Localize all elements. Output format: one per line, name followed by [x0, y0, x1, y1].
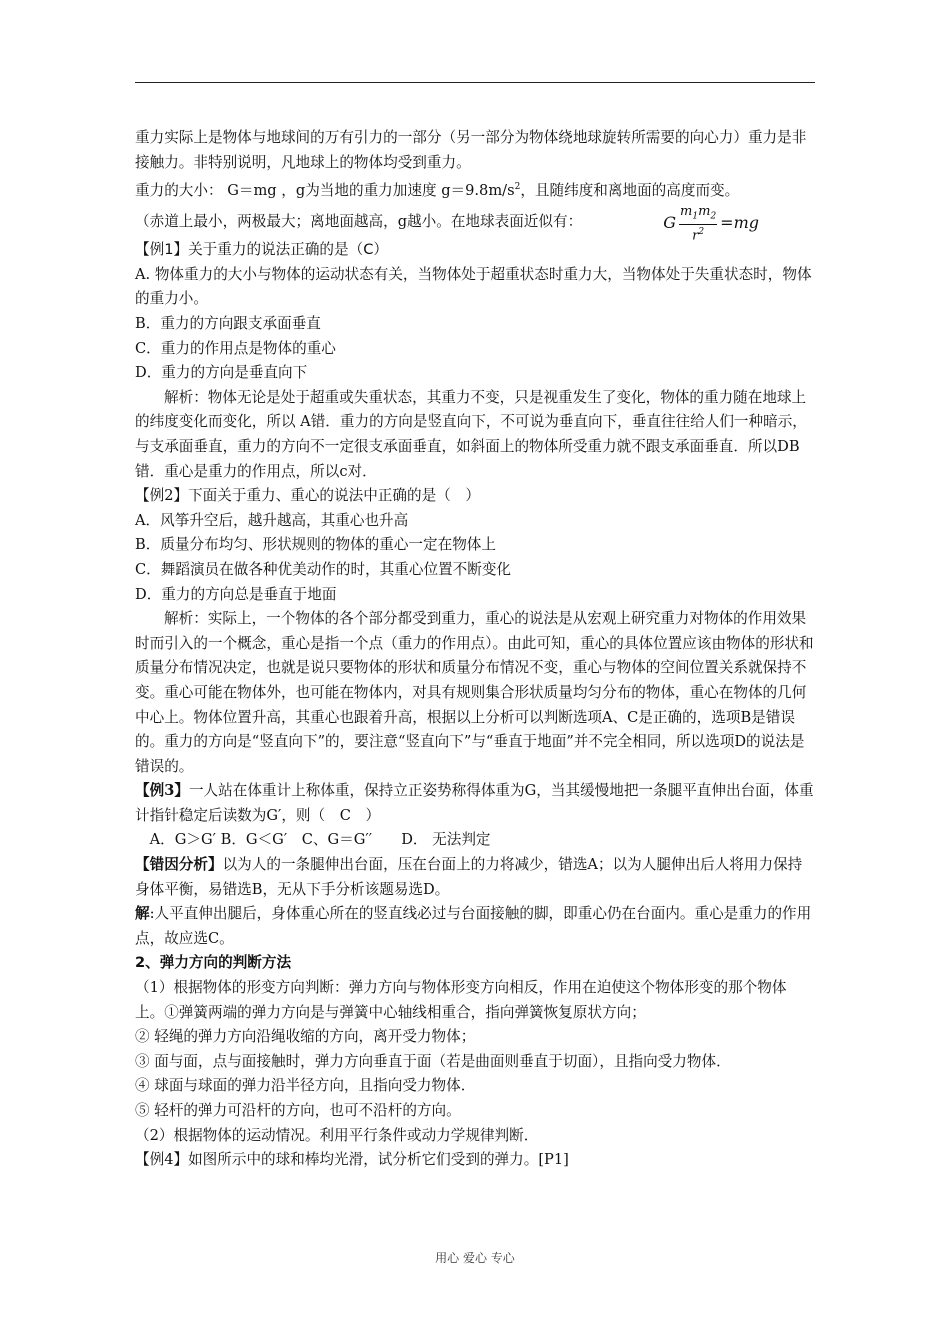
gravity-size-text: 重力的大小： G＝mg ，g为当地的重力加速度 g＝9.8m/s: [135, 182, 515, 200]
gravity-size-tail: ，且随纬度和离地面的高度而变。: [520, 182, 740, 200]
document-body: [135, 126, 815, 1173]
section-2-line-4: ④ 球面与球面的弹力沿半径方向，且指向受力物体．: [135, 1077, 476, 1095]
example-1-option-c: C．重力的作用点是物体的重心: [135, 339, 336, 357]
example-2-option-b: B．质量分布均匀、形状规则的物体的重心一定在物体上: [135, 536, 496, 554]
section-2-line-2: ② 轻绳的弹力方向沿绳收缩的方向，离开受力物体；: [135, 1028, 476, 1046]
intro-paragraph-1: 重力实际上是物体与地球间的万有引力的一部分（另一部分为物体绕地球旋转所需要的向心力）重力是非接触力。非特别说明，凡地球上的物体均受到重力。: [135, 129, 807, 171]
example-3-title: [135, 779, 815, 828]
example-1-option-a: A. 物体重力的大小与物体的运动状态有关，当物体处于超重状态时重力大，当物体处于失重状态时，物体的重力小。: [135, 265, 812, 308]
example-2-option-a: A．风筝升空后，越升越高，其重心也升高: [135, 511, 409, 529]
example-3-error-analysis: [135, 853, 815, 902]
formula-lead-text: （赤道上最小，两极最大；离地面越高，g越小。在地球表面近似有：: [135, 212, 583, 230]
formula-numerator: $m_1m_2$: [679, 204, 717, 226]
example-3-question: 一人站在体重计上称体重，保持立正姿势称得体重为G，当其缓慢地把一条腿平直伸出台面，体重计指针稳定后读数为G′，则（ C ）: [135, 782, 814, 824]
section-2-line-5: ⑤ 轻杆的弹力可沿杆的方向，也可不沿杆的方向。: [135, 1102, 461, 1120]
solution-text: :人平直伸出腿后，身体重心所在的竖直线必过与台面接触的脚，即重心仍在台面内。重心是重力的作用点，故应选C。: [135, 905, 812, 947]
example-2-analysis: 解析：实际上，一个物体的各个部分都受到重力，重心的说法是从宏观上研究重力对物体的作用效果时而引入的一个概念，重心是指一个点（重力的作用点）。由此可知，重心的具体位置应该由物体的形状和质量分布情况决定，也就是说只要物体的形状和质量分布情况不变，重心与物体的空间位置关系就保持不变。重心可能在物体外，也可能在物体内，对具有规则集合形状质量均匀分布的物体，重心在物体的几何中心上。物体位置升高，其重心也跟着升高，根据以上分析可以判断选项A、C是正确的，选项B是错误的。重力的方向是“竖直向下”的，要注意“竖直向下”与“垂直于地面”并不完全相同，所以选项D的说法是错误的。: [135, 610, 814, 775]
example-1-option-b: B．重力的方向跟支承面垂直: [135, 315, 321, 333]
section-2-line-3: ③ 面与面，点与面接触时，弹力方向垂直于面（若是曲面则垂直于切面），且指向受力物体．: [135, 1052, 731, 1070]
error-analysis-label: 【错因分析】: [135, 856, 223, 874]
section-2-line-6: （2）根据物体的运动情况。利用平行条件或动力学规律判断．: [135, 1126, 539, 1144]
solution-label: 解: [135, 905, 150, 923]
header-rule: [135, 82, 815, 83]
example-3-label: 【例3】: [135, 782, 189, 800]
example-3-solution: [135, 902, 815, 951]
intro-paragraph-2: [135, 175, 815, 203]
formula-rhs: =mg: [720, 213, 759, 233]
example-1-option-d: D．重力的方向是垂直向下: [135, 364, 308, 382]
page-footer: 用心 爱心 专心: [435, 1251, 515, 1265]
formula-denominator: $r^2$: [692, 227, 705, 244]
example-4-title: 【例4】如图所示中的球和棒均光滑，试分析它们受到的弹力。[P1]: [135, 1151, 569, 1169]
example-2-option-d: D．重力的方向总是垂直于地面: [135, 585, 337, 603]
example-1-title: 【例1】关于重力的说法正确的是（C）: [135, 241, 388, 259]
example-1-analysis: 解析：物体无论是处于超重或失重状态，其重力不变，只是视重发生了变化，物体的重力随在地球上的纬度变化而变化，所以 A错．重力的方向是竖直向下，不可说为垂直向下，垂直往往给人们一种暗示，与支承面垂直，重力的方向不一定很支承面垂直，如斜面上的物体所受重力就不跟支承面垂直．所以DB错．重心是重力的作用点，所以c对．: [135, 388, 807, 480]
formula-fraction: [679, 204, 717, 244]
section-2-line-1: （1）根据物体的形变方向判断：弹力方向与物体形变方向相反，作用在迫使这个物体形变的那个物体上。①弹簧两端的弹力方向是与弹簧中心轴线相重合，指向弹簧恢复原状方向；: [135, 979, 787, 1021]
unit-exponent: 2: [514, 182, 521, 193]
example-3-options: A．G＞G′ B．G＜G′ C、G＝G′′ D． 无法判定: [135, 831, 491, 849]
gravitation-formula: [663, 204, 759, 244]
formula-G: G: [663, 213, 677, 233]
example-2-option-c: C．舞蹈演员在做各种优美动作的时，其重心位置不断变化: [135, 560, 512, 578]
error-analysis-text: 以为人的一条腿伸出台面，压在台面上的力将减少，错选A；以为人腿伸出后人将用力保持身体平衡，易错选B，无从下手分析该题易选D。: [135, 856, 803, 898]
section-2-heading: 2、弹力方向的判断方法: [135, 954, 292, 972]
example-2-title: 【例2】下面关于重力、重心的说法中正确的是（ ）: [135, 487, 480, 505]
intro-paragraph-3: [135, 203, 815, 244]
